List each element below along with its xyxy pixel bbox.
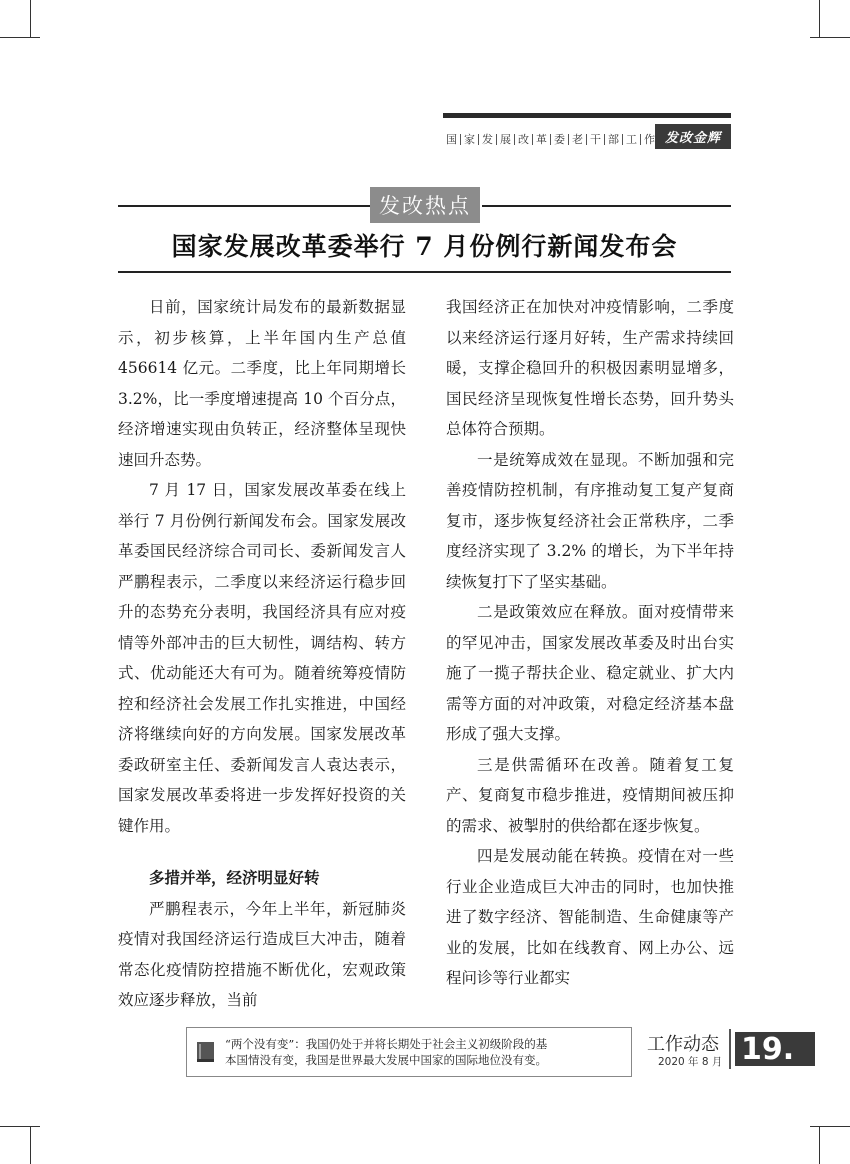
footer-date: 2020 年 8 月 [658, 1056, 723, 1068]
book-icon [196, 1041, 216, 1063]
header-nav-char: 革 [536, 133, 547, 146]
paragraph: 严鹏程表示，今年上半年，新冠肺炎疫情对我国经济运行造成巨大冲击，随着常态化疫情防控措施不断优化，宏观政策效应逐步释放，当前 [118, 899, 406, 1009]
crop-mark [30, 0, 31, 38]
left-column [118, 292, 406, 1016]
crop-mark [819, 0, 820, 38]
header-nav-char: 家 [464, 133, 475, 146]
footer-quote-line: 本国情没有变，我国是世界最大发展中国家的国际地位没有变。 [225, 1053, 547, 1067]
header-nav [446, 128, 655, 150]
paragraph: 日前，国家统计局发布的最新数据显示，初步核算，上半年国内生产总值 456614 亿元。二季度，比上年同期增长 3.2%，比一季度增速提高 10 个百分点，经济增速实现由负转正，经济整体呈现快速回升态势。 [118, 298, 406, 469]
paragraph: 一是统筹成效在显现。不断加强和完善疫情防控机制，有序推动复工复产复商复市，逐步恢复经济社会正常秩序，二季度经济实现了 3.2% 的增长，为下半年持续恢复打下了坚实基础。 [446, 450, 734, 591]
paragraph-continued: 我国经济正在加快对冲疫情影响，二季度以来经济运行逐月好转，生产需求持续回暖，支撑企稳回升的积极因素明显增多，国民经济呈现恢复性增长态势，回升势头总体符合预期。 [446, 298, 734, 438]
section-tag: 发改热点 [370, 187, 480, 223]
paragraph: 7 月 17 日，国家发展改革委在线上举行 7 月份例行新闻发布会。国家发展改革委国民经济综合司司长、委新闻发言人严鹏程表示，二季度以来经济运行稳步回升的态势充分表明，我国经济具有应对疫情等外部冲击的巨大韧性，调结构、转方式、优动能还大有可为。随着统筹疫情防控和经济社会发展工作扎实推进，中国经济将继续向好的方向发展。国家发展改革委政研室主任、委新闻发言人袁达表示，国家发展改革委将进一步发挥好投资的关键作用。 [118, 481, 406, 835]
crop-mark [810, 37, 850, 38]
footer-divider [729, 1029, 731, 1069]
right-column [446, 292, 734, 994]
crop-mark [30, 1126, 31, 1164]
header-nav-char: 工 [626, 133, 637, 146]
title-rule-bottom [118, 271, 731, 273]
crop-mark [0, 1126, 40, 1127]
page-title: 国家发展改革委举行 7 月份例行新闻发布会 [171, 232, 678, 261]
header-nav-char: 委 [554, 133, 565, 146]
footer-quote [225, 1036, 547, 1068]
title-rule-right [482, 205, 731, 207]
header-nav-char: 发 [482, 133, 493, 146]
section-heading: 多措并举，经济明显好转 [149, 869, 320, 887]
header-nav-char: 老 [572, 133, 583, 146]
paragraph: 二是政策效应在释放。面对疫情带来的罕见冲击，国家发展改革委及时出台实施了一揽子帮扶企业、稳定就业、扩大内需等方面的对冲政策，对稳定经济基本盘形成了强大支撑。 [446, 603, 734, 743]
header-nav-char: 作 [644, 133, 655, 146]
crop-mark [810, 1126, 850, 1127]
header-nav-char: 干 [590, 133, 601, 146]
page-number: 19. [735, 1032, 815, 1066]
paragraph: 四是发展动能在转换。疫情在对一些行业企业造成巨大冲击的同时，也加快推进了数字经济、智能制造、生命健康等产业的发展，比如在线教育、网上办公、远程问诊等行业都实 [446, 847, 734, 987]
header-nav-char: 改 [518, 133, 529, 146]
header-nav-char: 国 [446, 133, 457, 146]
header-badge: 发改金辉 [655, 124, 731, 149]
paragraph: 三是供需循环在改善。随着复工复产、复商复市稳步推进，疫情期间被压抑的需求、被掣肘的供给都在逐步恢复。 [446, 755, 734, 835]
footer-quote-box [186, 1027, 632, 1077]
header-nav-char: 部 [608, 133, 619, 146]
footer-brand: 工作动态 [647, 1034, 719, 1055]
crop-mark [0, 37, 40, 38]
crop-mark [819, 1126, 820, 1164]
title-rule-left [118, 205, 370, 207]
header-rule [443, 113, 731, 118]
header-nav-char: 展 [500, 133, 511, 146]
footer-quote-line: “两个没有变”：我国仍处于并将长期处于社会主义初级阶段的基 [225, 1037, 548, 1051]
